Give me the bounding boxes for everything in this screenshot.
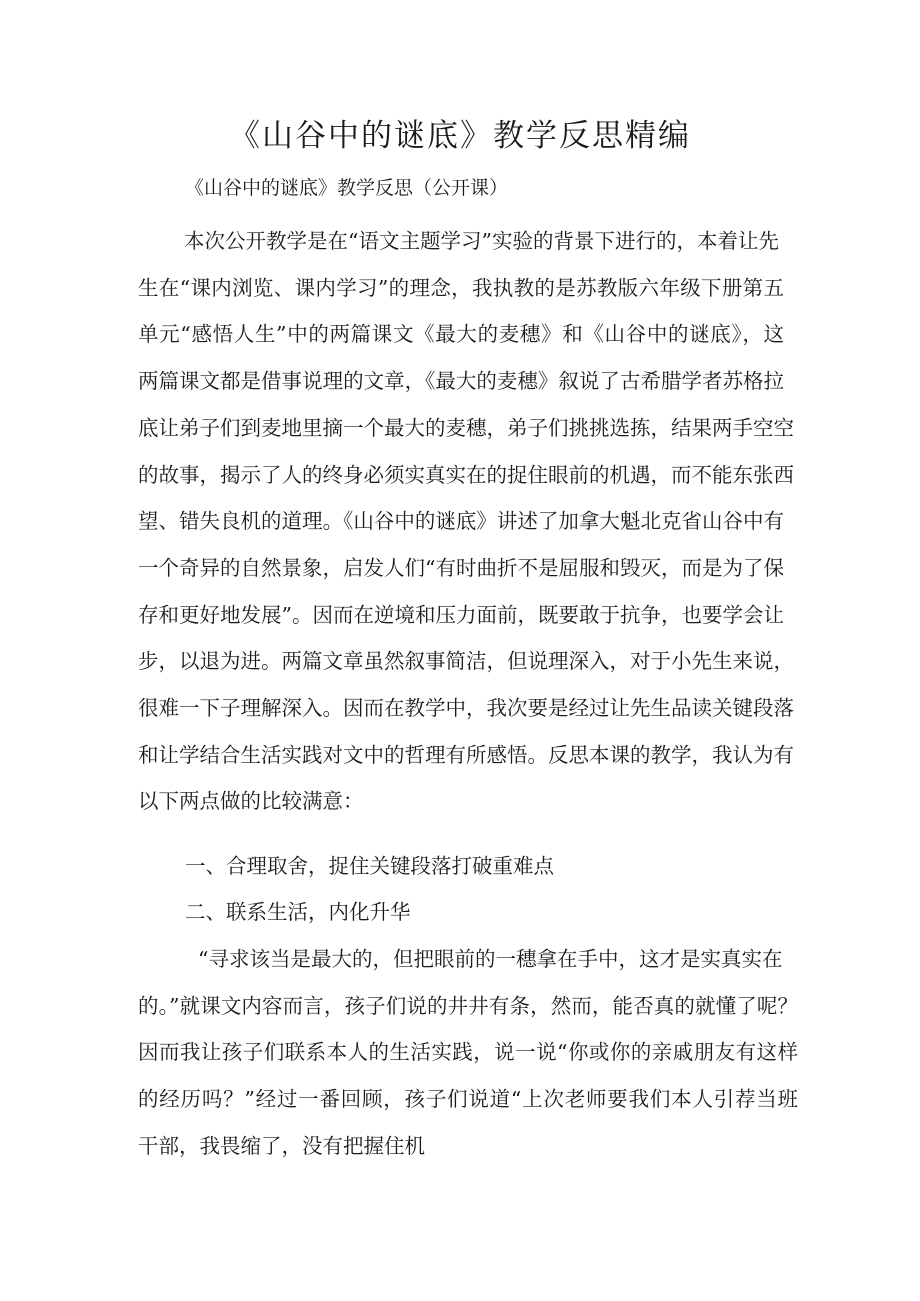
paragraph-line: 一个奇异的自然景象，启发人们“有时曲折不是屈服和毁灭，而是为了保 <box>138 555 784 580</box>
paragraph-line: 望、错失良机的道理。《山谷中的谜底》讲述了加拿大魁北克省山谷中有 <box>138 509 784 534</box>
paragraph-line: 干部，我畏缩了，没有把握住机 <box>138 1133 425 1158</box>
paragraph-line: 底让弟子们到麦地里摘一个最大的麦穗，弟子们挑挑选拣，结果两手空空 <box>138 415 794 440</box>
paragraph-line: 和让学结合生活实践对文中的哲理有所感悟。反思本课的教学，我认为有 <box>138 742 794 767</box>
paragraph-line: 很难一下子理解深入。因而在教学中，我次要是经过让先生品读关键段落 <box>138 696 794 721</box>
paragraph-line: 的经历吗？”经过一番回顾，孩子们说道“上次老师要我们本人引荐当班 <box>138 1087 798 1112</box>
paragraph-line: 本次公开教学是在“语文主题学习”实验的背景下进行的，本着让先 <box>184 229 779 253</box>
paragraph-line: “寻求该当是最大的，但把眼前的一穗拿在手中，这才是实真实在 <box>198 947 783 971</box>
body-paragraph-1 <box>138 218 794 825</box>
section-heading-1 <box>185 843 785 890</box>
body-paragraph-2 <box>138 936 798 1170</box>
document-subtitle: 《山谷中的谜底》教学反思（公开课） <box>185 177 509 199</box>
paragraph-line: 以下两点做的比较满意： <box>138 789 364 814</box>
section-heading-text: 一、合理取舍，捉住关键段落打破重难点 <box>185 854 554 878</box>
section-heading-text: 二、联系生活，内化升华 <box>185 900 411 924</box>
paragraph-line: 单元“感悟人生”中的两篇课文《最大的麦穗》和《山谷中的谜底》，这 <box>138 322 784 347</box>
paragraph-line: 存和更好地发展”。因而在逆境和压力面前，既要敢于抗争，也要学会让 <box>138 602 784 627</box>
paragraph-line: 的。”就课文内容而言，孩子们说的井井有条，然而，能否真的就懂了呢？ <box>138 993 798 1018</box>
paragraph-line: 因而我让孩子们联系本人的生活实践，说一说“你或你的亲戚朋友有这样 <box>138 1040 798 1065</box>
paragraph-line: 步，以退为进。两篇文章虽然叙事简洁，但说理深入，对于小先生来说， <box>138 649 794 674</box>
section-heading-2 <box>185 889 785 936</box>
document-title: 《山谷中的谜底》教学反思精编 <box>229 118 691 154</box>
paragraph-line: 的故事，揭示了人的终身必须实真实在的捉住眼前的机遇，而不能东张西 <box>138 462 794 487</box>
paragraph-line: 生在“课内浏览、课内学习”的理念，我执教的是苏教版六年级下册第五 <box>138 275 784 300</box>
paragraph-line: 两篇课文都是借事说理的文章，《最大的麦穗》叙说了古希腊学者苏格拉 <box>138 369 784 394</box>
